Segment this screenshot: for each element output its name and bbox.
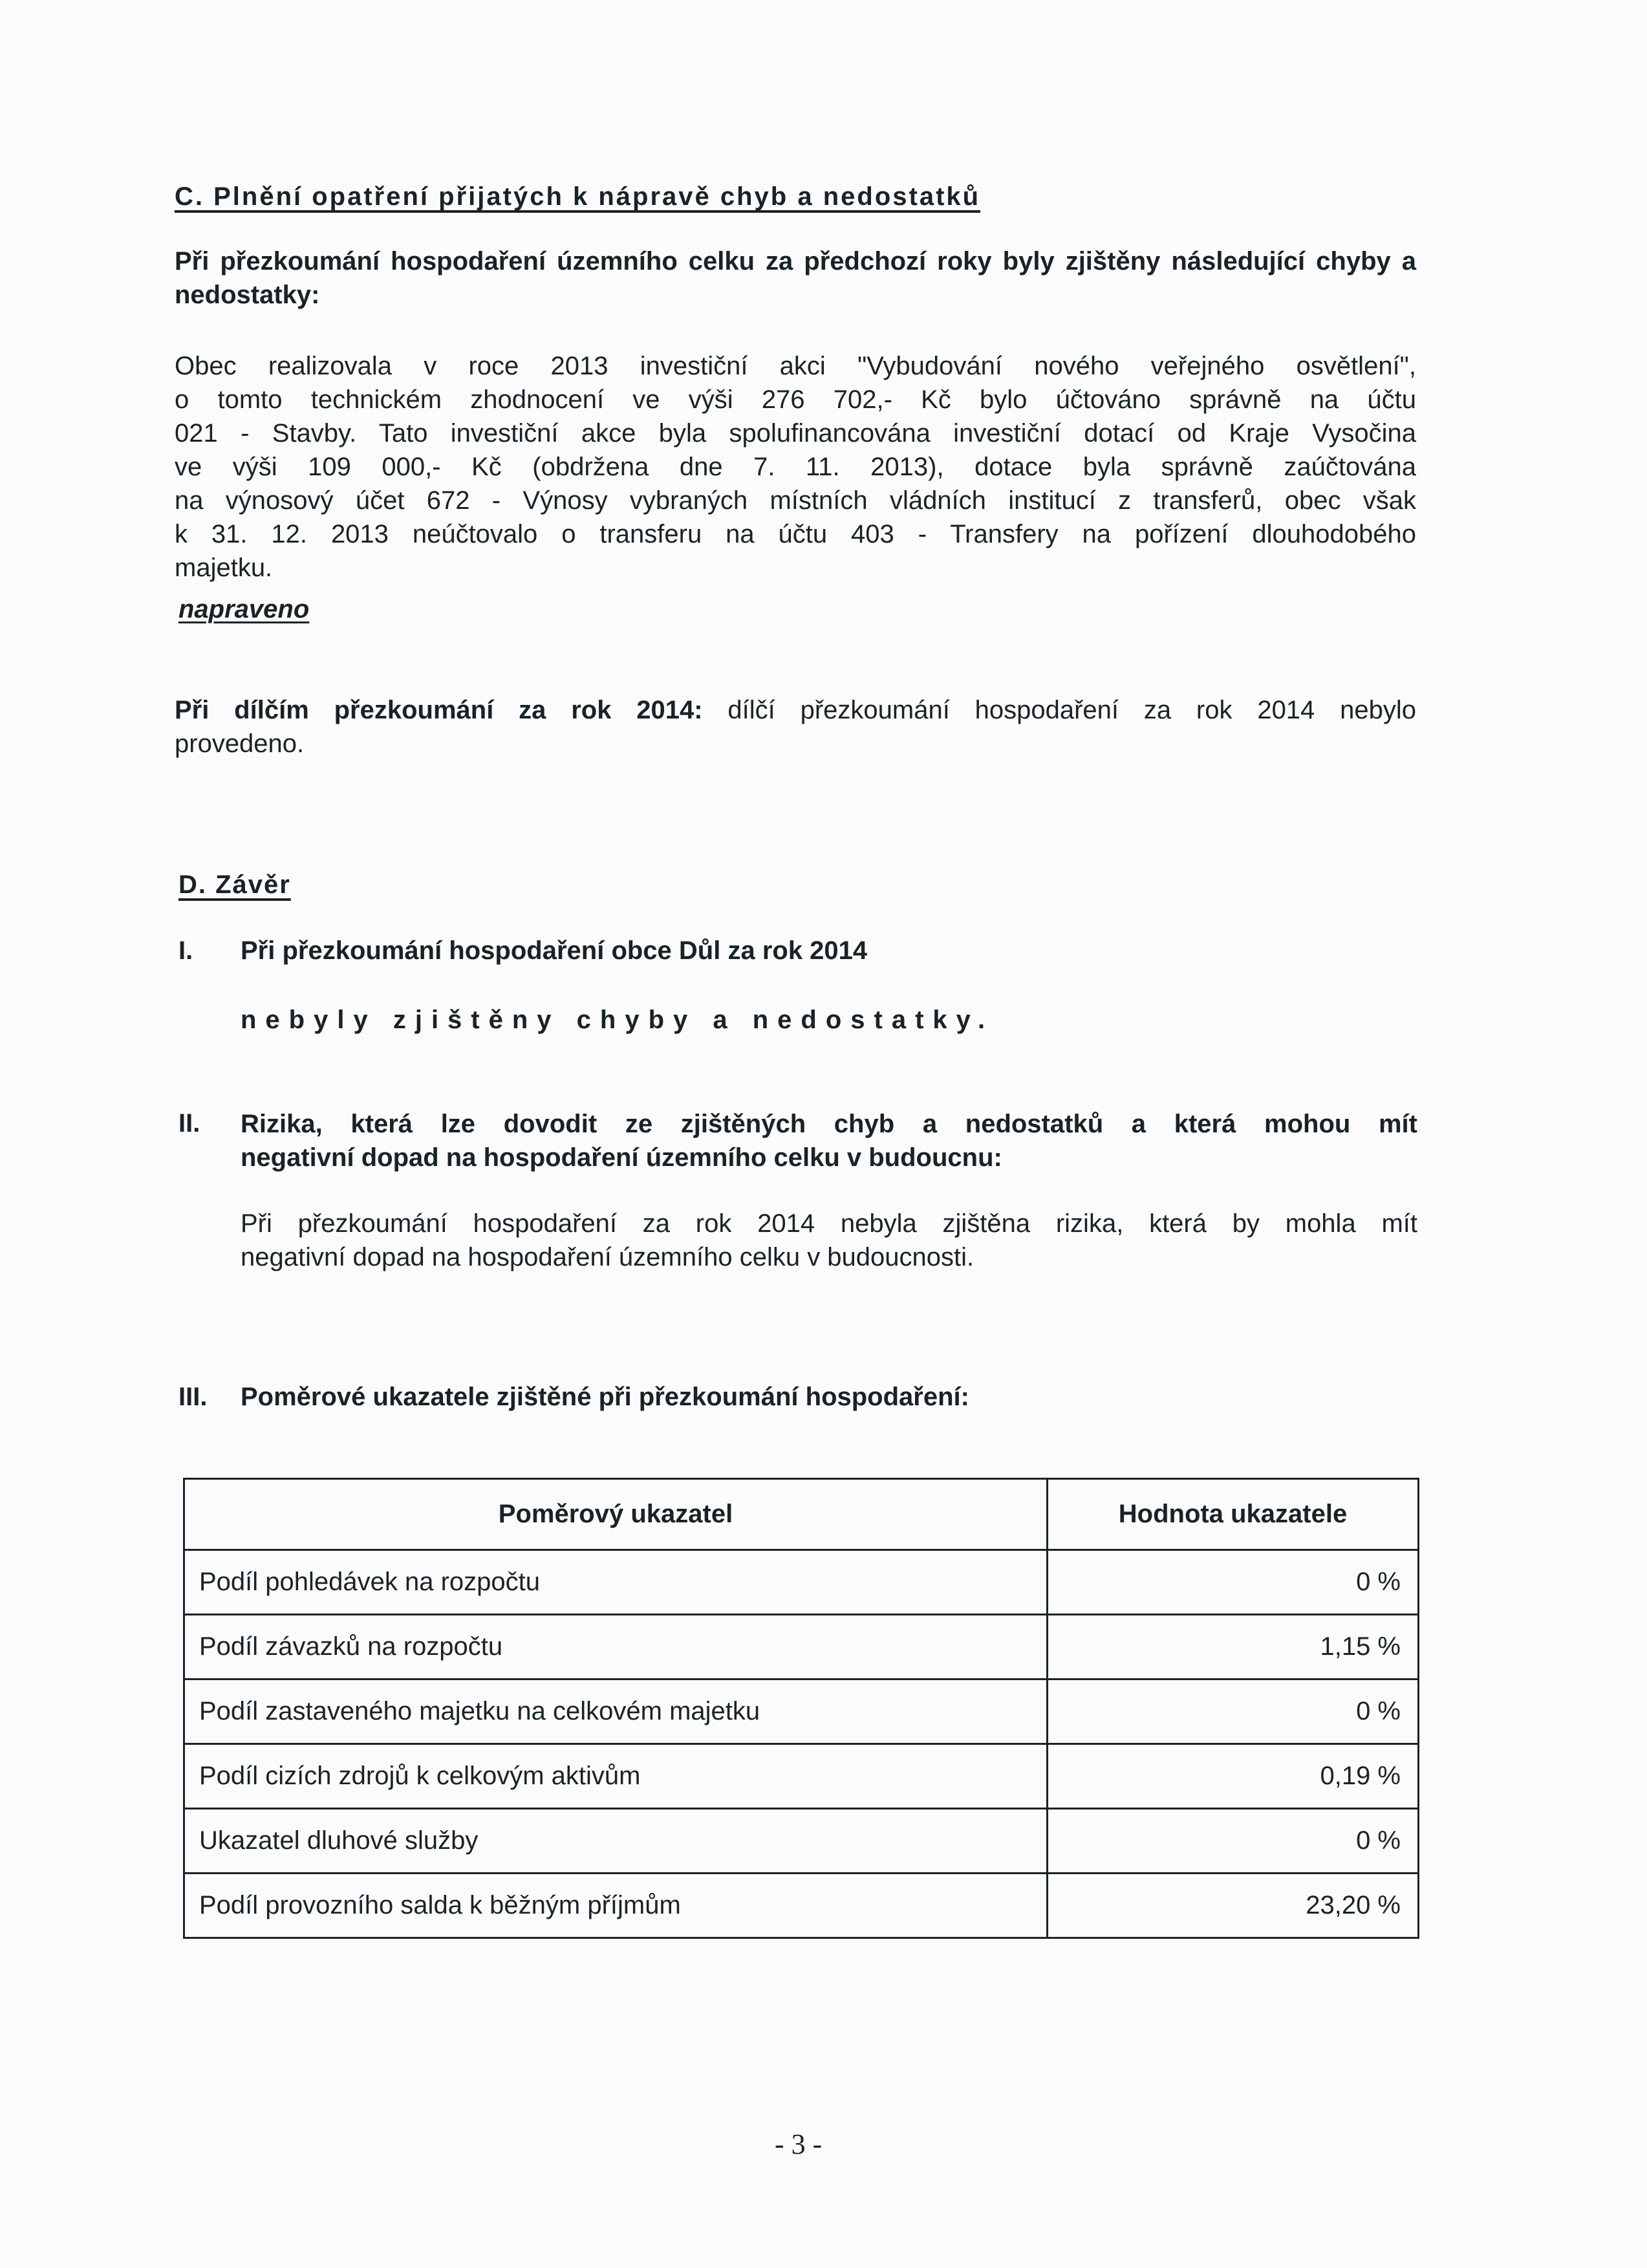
partial-review-text-2: provedeno. — [175, 729, 305, 758]
item2-title-line: negativní dopad na hospodaření územního celku v budoucnu: — [241, 1143, 1002, 1172]
indicator-name: Podíl cizích zdrojů k celkovým aktivům — [184, 1744, 1048, 1809]
column-header-value: Hodnota ukazatele — [1048, 1479, 1419, 1550]
section-d-heading: D. Závěr — [178, 870, 291, 899]
finding-paragraph — [175, 349, 1416, 585]
indicator-value: 0 % — [1048, 1809, 1419, 1874]
indicator-value: 23,20 % — [1048, 1874, 1419, 1938]
finding-line: 021 - Stavby. Tato investiční akce byla spolufinancována investiční dotací od Kraje Vysočina — [175, 419, 1416, 448]
finding-line: k 31. 12. 2013 neúčtovalo o transferu na účtu 403 - Transfery na pořízení dlouhodobého — [175, 520, 1416, 548]
indicator-value: 0 % — [1048, 1679, 1419, 1744]
item2-text — [241, 1207, 1417, 1274]
table-row — [184, 1809, 1419, 1874]
column-header-indicator: Poměrový ukazatel — [184, 1479, 1048, 1550]
indicator-name: Podíl zastaveného majetku na celkovém majetku — [184, 1679, 1048, 1744]
table-row — [184, 1679, 1419, 1744]
finding-line: o tomto technickém zhodnocení ve výši 276 702,- Kč bylo účtováno správně na účtu — [175, 385, 1416, 414]
finding-line: na výnosový účet 672 - Výnosy vybraných místních vládních institucí z transferů, obec však — [175, 486, 1416, 515]
item2-text-line: Při přezkoumání hospodaření za rok 2014 nebyla zjištěna rizika, která by mohla mít — [241, 1209, 1417, 1238]
item1-numeral: I. — [178, 936, 193, 965]
section-c-heading: C. Plnění opatření přijatých k nápravě chyb a nedostatků — [175, 182, 981, 211]
finding-line: Obec realizovala v roce 2013 investiční akci "Vybudování nového veřejného osvětlení", — [175, 352, 1416, 380]
item2-text-line: negativní dopad na hospodaření územního celku v budoucnosti. — [241, 1243, 974, 1271]
indicator-name: Podíl pohledávek na rozpočtu — [184, 1550, 1048, 1615]
partial-review-label: Při dílčím přezkoumání za rok 2014: — [175, 696, 703, 724]
partial-review-text: dílčí přezkoumání hospodaření za rok 2014 nebylo — [702, 696, 1416, 724]
item1-title: Při přezkoumání hospodaření obce Důl za rok 2014 — [241, 936, 868, 965]
item2-numeral: II. — [178, 1109, 200, 1138]
finding-line: ve výši 109 000,- Kč (obdržena dne 7. 11. 2013), dotace byla správně zaúčtována — [175, 453, 1416, 481]
indicator-value: 0 % — [1048, 1550, 1419, 1615]
page-number: - 3 - — [775, 2128, 823, 2160]
item1-result: nebyly zjištěny chyby a nedostatky. — [241, 1006, 995, 1034]
indicator-value: 0,19 % — [1048, 1744, 1419, 1809]
section-c-intro: Při přezkoumání hospodaření územního celku za předchozí roky byly zjištěny následující chyby a nedostatky: — [175, 247, 1416, 309]
item3-title: Poměrové ukazatele zjištěné při přezkoumání hospodaření: — [241, 1383, 969, 1411]
item3-numeral: III. — [178, 1383, 208, 1411]
status-napraveno: napraveno — [178, 595, 310, 623]
item2-title — [241, 1107, 1417, 1174]
table-header-row — [184, 1479, 1419, 1550]
partial-review-paragraph — [175, 693, 1416, 761]
item2-title-line: Rizika, která lze dovodit ze zjištěných chyb a nedostatků a která mohou mít — [241, 1110, 1417, 1138]
table-row — [184, 1874, 1419, 1938]
finding-line: majetku. — [175, 554, 273, 582]
indicator-value: 1,15 % — [1048, 1615, 1419, 1679]
indicator-name: Ukazatel dluhové služby — [184, 1809, 1048, 1874]
table-row — [184, 1615, 1419, 1679]
indicator-name: Podíl závazků na rozpočtu — [184, 1615, 1048, 1679]
indicator-name: Podíl provozního salda k běžným příjmům — [184, 1874, 1048, 1938]
table-row — [184, 1744, 1419, 1809]
table-row — [184, 1550, 1419, 1615]
indicators-table — [183, 1478, 1419, 1939]
